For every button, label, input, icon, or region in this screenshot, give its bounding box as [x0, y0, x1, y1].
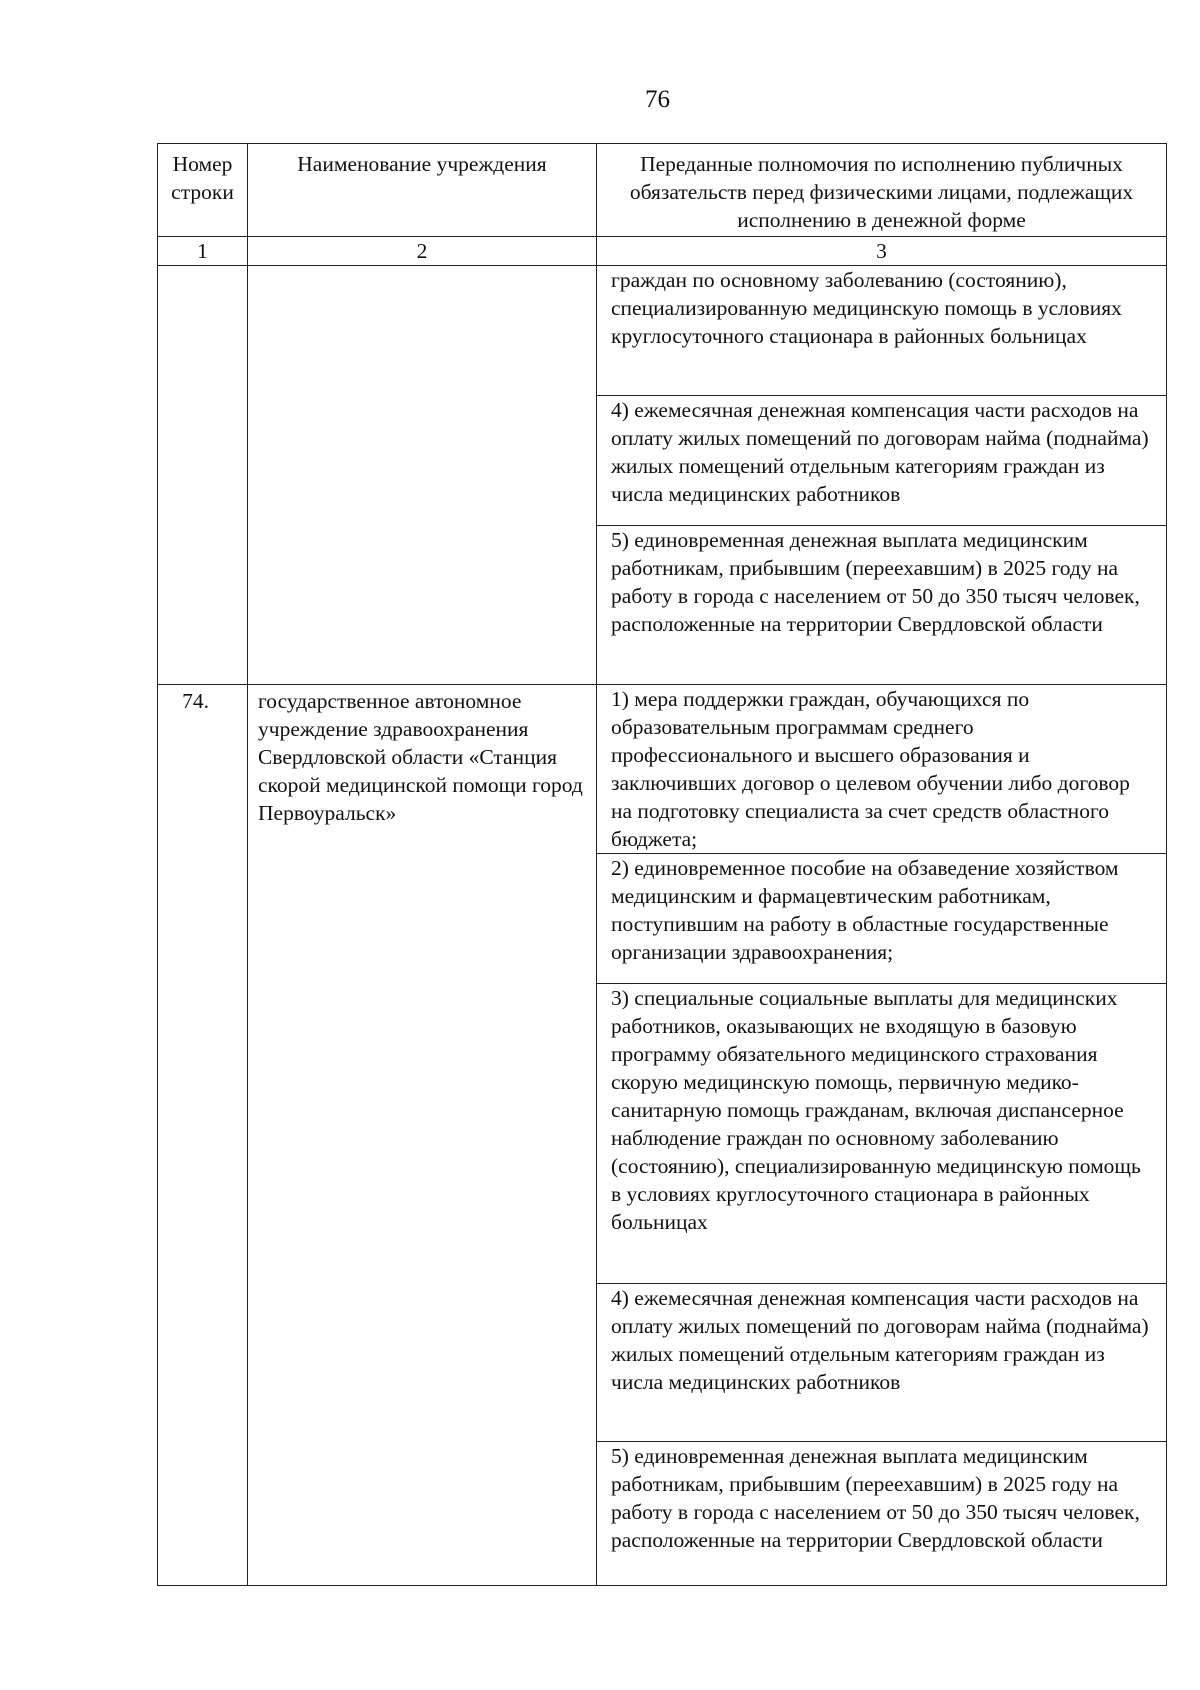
- header-row-number: Номер строки: [158, 144, 248, 237]
- header-delegated-powers: Переданные полномочия по исполнению публичных обязательств перед физическими лицами, подлежащих исполнению в денежной форме: [597, 144, 1167, 237]
- table-header-row: [158, 144, 1167, 237]
- duty-item-2: 2) единовременное пособие на обзаведение хозяйством медицинским и фармацевтическим работникам, поступившим на работу в областные государственные организации здравоохранения;: [597, 854, 1167, 984]
- duty-item-4: 4) ежемесячная денежная компенсация части расходов на оплату жилых помещений по договорам найма (поднайма) жилых помещений отдельным категориям граждан из числа медицинских работников: [597, 1284, 1167, 1442]
- column-number-3: 3: [597, 237, 1167, 266]
- column-number-row: [158, 237, 1167, 266]
- row-number: 74.: [158, 685, 248, 1586]
- page-number: 76: [645, 86, 670, 113]
- continued-duty-3: граждан по основному заболеванию (состоянию), специализированную медицинскую помощь в условиях круглосуточного стационара в районных больницах: [597, 266, 1167, 396]
- duty-item-1: 1) мера поддержки граждан, обучающихся по образовательным программам среднего профессионального и высшего образования и заключивших договор о целевом обучении либо договор на подготовку специалиста за счет средств областного бюджета;: [597, 685, 1167, 854]
- duty-item-3: 3) специальные социальные выплаты для медицинских работников, оказывающих не входящую в базовую программу обязательного медицинского страхования скорую медицинскую помощь, первичную медико-санитарную помощь гражданам, включая диспансерное наблюдение граждан по основному заболеванию (состоянию), специализированную медицинскую помощь в условиях круглосуточного стационара в районных больницах: [597, 984, 1167, 1284]
- continued-duty-5: 5) единовременная денежная выплата медицинским работникам, прибывшим (переехавшим) в 2025 году на работу в города с населением от 50 до 350 тысяч человек, расположенные на территории Свердловской области: [597, 526, 1167, 685]
- header-institution-name: Наименование учреждения: [248, 144, 597, 237]
- institution-name: государственное автономное учреждение здравоохранения Свердловской области «Станция скорой медицинской помощи город Первоуральск»: [248, 685, 597, 1586]
- table-row: [158, 685, 1167, 854]
- column-number-2: 2: [248, 237, 597, 266]
- continued-duty-4: 4) ежемесячная денежная компенсация части расходов на оплату жилых помещений по договорам найма (поднайма) жилых помещений отдельным категориям граждан из числа медицинских работников: [597, 396, 1167, 526]
- institutions-table: [157, 143, 1167, 1586]
- continued-row-number-cell: [158, 266, 248, 685]
- continued-institution-cell: [248, 266, 597, 685]
- table-row: [158, 266, 1167, 396]
- duty-item-5: 5) единовременная денежная выплата медицинским работникам, прибывшим (переехавшим) в 2025 году на работу в города с населением от 50 до 350 тысяч человек, расположенные на территории Свердловской области: [597, 1442, 1167, 1586]
- column-number-1: 1: [158, 237, 248, 266]
